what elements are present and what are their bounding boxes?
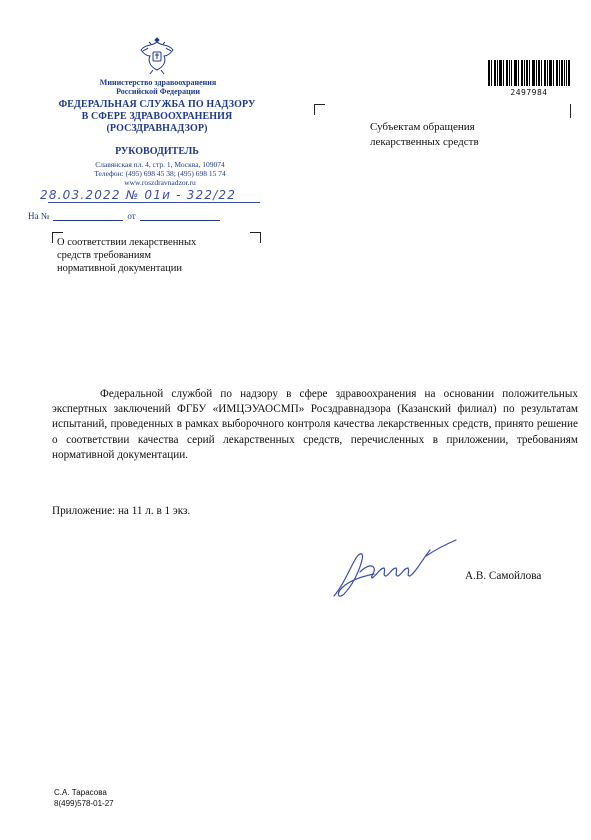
recipient-corner-right [560, 104, 571, 118]
subject-line-2: средств требованиям [57, 250, 152, 261]
service-line-3: (РОСЗДРАВНАДЗОР) [106, 123, 208, 134]
ministry-line-1: Министерство здравоохранения [99, 78, 217, 87]
executor-phone: 8(499)578-01-27 [54, 799, 114, 808]
ot-label: от [127, 211, 136, 221]
na-blank [53, 220, 123, 221]
subject-corner-right [250, 232, 261, 243]
recipient-corner-left [314, 104, 325, 115]
ot-blank [140, 220, 220, 221]
subject-line-1: О соответствии лекарственных [57, 237, 197, 248]
service-name [42, 99, 272, 135]
handwritten-registration-text: 28.03.2022 № 01и - 322/22 [40, 188, 237, 202]
signer-name: А.В. Самойлова [465, 570, 542, 582]
executor [54, 787, 114, 809]
recipient-line-2: лекарственных средств [370, 136, 479, 148]
coat-of-arms-icon [135, 32, 179, 76]
barcode [488, 60, 570, 86]
recipient [370, 120, 570, 150]
appendix-note: Приложение: на 11 л. в 1 экз. [52, 505, 191, 517]
subject-line-3: нормативной документации [57, 263, 183, 274]
executor-name: С.А. Тарасова [54, 788, 107, 797]
barcode-number: 2497984 [510, 88, 548, 97]
address: Славянская пл. 4, стр. 1, Москва, 109074 [95, 160, 225, 169]
recipient-line-1: Субъектам обращения [370, 121, 475, 133]
subject [57, 236, 237, 275]
handwritten-registration [40, 188, 260, 202]
reference-line [28, 211, 268, 221]
na-label: На № [28, 211, 50, 221]
contact-block [55, 160, 265, 187]
body-paragraph: Федеральной службой по надзору в сфере здравоохранения на основании положительных экспертных заключений ФГБУ «ИМЦЭУАОСМП» Росздравнадзора (Казанский филиал) по результатам испытаний, проведенных в рамках выборочного контроля качества лекарственных средств, принято решение о соответствии качества серий лекарственных средств, перечисленных в приложении, требованиям нормативной документации. [52, 388, 578, 461]
registration-underline [48, 202, 260, 203]
service-line-2: В СФЕРЕ ЗДРАВООХРАНЕНИЯ [81, 111, 233, 122]
ministry-line-2: Российской Федерации [116, 87, 200, 96]
phone: Телефон: (495) 698 45 38; (495) 698 15 74 [94, 169, 226, 178]
ministry-name [68, 78, 248, 96]
handwritten-signature [330, 530, 470, 602]
website: www.roszdravnadzor.ru [124, 178, 196, 187]
head-title: РУКОВОДИТЕЛЬ [115, 146, 199, 157]
service-line-1: ФЕДЕРАЛЬНАЯ СЛУЖБА ПО НАДЗОРУ [58, 99, 256, 110]
